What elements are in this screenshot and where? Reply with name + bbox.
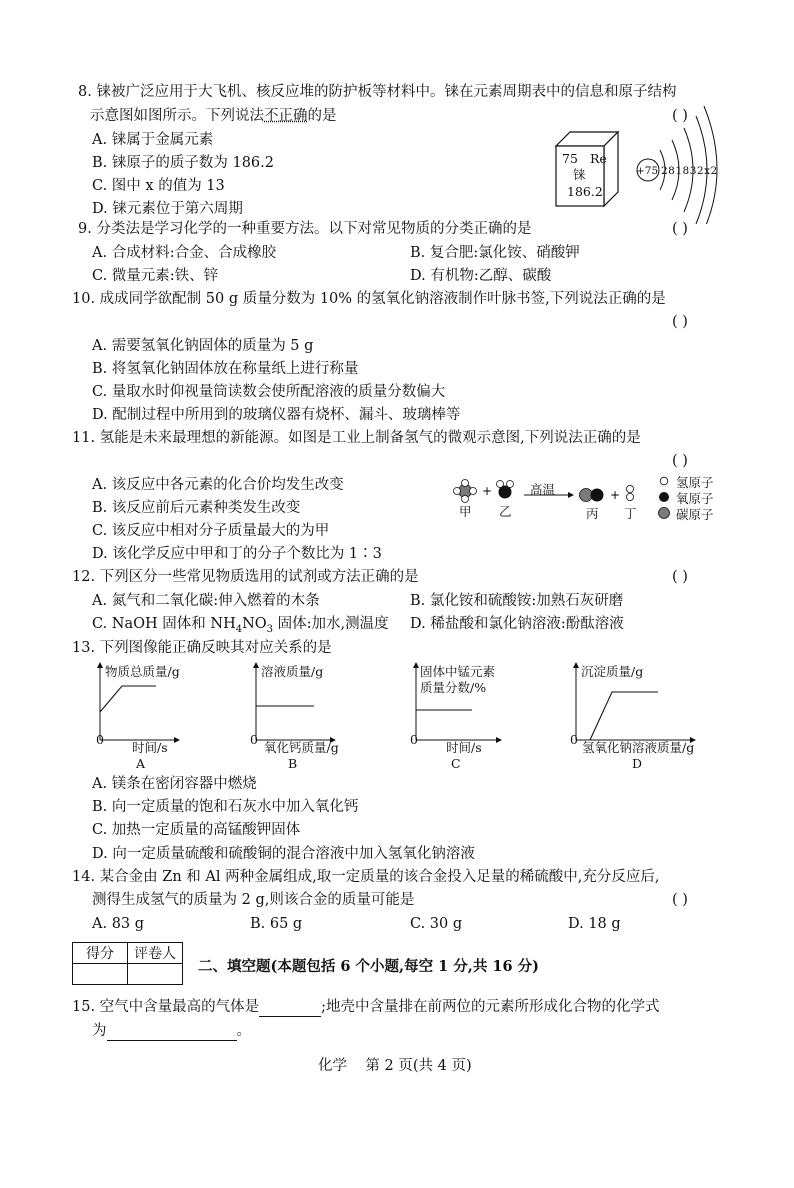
q12-option-d: D. 稀盐酸和氯化钠溶液:酚酞溶液 bbox=[410, 616, 624, 632]
graph-d-letter: D bbox=[632, 756, 643, 771]
q8-stem-post: 的是 bbox=[307, 108, 337, 124]
q9-answer-paren[interactable]: ( ) bbox=[672, 221, 688, 237]
q12-option-a: A. 氮气和二氧化碳:伸入燃着的木条 bbox=[92, 593, 320, 609]
legend-hydrogen: 氢原子 bbox=[676, 475, 714, 490]
molecule-yi bbox=[497, 481, 514, 499]
q9-stem: 9. 分类法是学习化学的一种重要方法。以下对常见物质的分类正确的是 bbox=[78, 221, 532, 237]
q10-option-b: B. 将氢氧化钠固体放在称量纸上进行称量 bbox=[92, 361, 359, 377]
q15-line1 bbox=[72, 998, 660, 1017]
q8-option-a: A. 铼属于金属元素 bbox=[92, 132, 214, 148]
cell-atomic-mass: 186.2 bbox=[567, 184, 603, 199]
grader-cell[interactable] bbox=[128, 964, 183, 985]
graph-b-letter: B bbox=[288, 756, 298, 771]
label-yi: 乙 bbox=[499, 504, 512, 519]
q15-blank-1[interactable] bbox=[259, 998, 321, 1017]
q12-stem: 12. 下列区分一些常见物质选用的试剂或方法正确的是 bbox=[72, 569, 419, 585]
q8-emphasis: 不正确 bbox=[264, 108, 308, 124]
q11-option-d: D. 该化学反应中甲和丁的分子个数比为 1∶3 bbox=[92, 546, 382, 562]
svg-text:+: + bbox=[482, 484, 493, 498]
graph-c-xlabel: 时间/s bbox=[446, 740, 482, 755]
molecule-ding bbox=[626, 485, 633, 500]
q12-c-sub3: 3 bbox=[266, 623, 274, 635]
q13-option-a: A. 镁条在密闭容器中燃烧 bbox=[92, 776, 257, 792]
score-cell[interactable] bbox=[73, 964, 128, 985]
q14-option-a: A. 83 g bbox=[92, 916, 145, 932]
legend-carbon: 碳原子 bbox=[676, 507, 714, 522]
graph-d-curve bbox=[590, 692, 658, 740]
q15-line2-pre: 为 bbox=[92, 1023, 107, 1039]
q12-c-post: 固体:加水,测温度 bbox=[273, 616, 389, 632]
q9-option-b: B. 复合肥:氯化铵、硝酸钾 bbox=[410, 245, 580, 261]
section2-title: 二、填空题(本题包括 6 个小题,每空 1 分,共 16 分) bbox=[198, 958, 539, 975]
q13-stem: 13. 下列图像能正确反映其对应关系的是 bbox=[72, 640, 332, 656]
q12-c-sub4: 4 bbox=[235, 623, 243, 635]
q15-blank-2[interactable] bbox=[107, 1022, 237, 1041]
q9-option-d: D. 有机物:乙醇、碳酸 bbox=[410, 268, 552, 284]
q8-answer-paren[interactable]: ( ) bbox=[672, 108, 688, 124]
q14-option-d: D. 18 g bbox=[568, 916, 621, 932]
cell-symbol: Re bbox=[590, 151, 607, 166]
q12-answer-paren[interactable]: ( ) bbox=[672, 569, 688, 585]
graph-c-letter: C bbox=[451, 756, 461, 771]
label-jia: 甲 bbox=[459, 504, 472, 519]
graph-a-curve bbox=[100, 686, 156, 712]
graph-d-ylabel: 沉淀质量/g bbox=[581, 664, 644, 679]
q9-option-c: C. 微量元素:铁、锌 bbox=[92, 268, 219, 284]
score-label: 得分 bbox=[73, 943, 128, 964]
graph-a-xlabel: 时间/s bbox=[132, 740, 168, 755]
q11-option-c: C. 该反应中相对分子质量最大的为甲 bbox=[92, 523, 330, 539]
q10-stem: 10. 成成同学欲配制 50 g 质量分数为 10% 的氢氧化钠溶液制作叶脉书签,下列说法正确的是 bbox=[72, 291, 666, 307]
graph-b-ylabel: 溶液质量/g bbox=[261, 664, 324, 679]
q8-option-d: D. 铼元素位于第六周期 bbox=[92, 201, 243, 217]
q14-answer-paren[interactable]: ( ) bbox=[672, 892, 688, 908]
graph-c-origin: 0 bbox=[410, 732, 418, 747]
q12-c-mid: NO bbox=[242, 616, 267, 632]
score-table bbox=[72, 942, 183, 985]
q9-option-a: A. 合成材料:合金、合成橡胶 bbox=[92, 245, 277, 261]
q12-option-c bbox=[92, 615, 389, 639]
q10-option-c: C. 量取水时仰视量筒读数会使所配溶液的质量分数偏大 bbox=[92, 384, 446, 400]
graph-b-origin: 0 bbox=[250, 732, 258, 747]
q15-post: ;地壳中含量排在前两位的元素所形成化合物的化学式 bbox=[321, 999, 660, 1015]
q10-option-a: A. 需要氢氧化钠固体的质量为 5 g bbox=[92, 338, 314, 354]
q11-option-a: A. 该反应中各元素的化合价均发生改变 bbox=[92, 477, 344, 493]
q13-option-b: B. 向一定质量的饱和石灰水中加入氧化钙 bbox=[92, 799, 359, 815]
q15-line2 bbox=[92, 1022, 251, 1041]
graph-a-letter: A bbox=[136, 756, 146, 771]
graph-c-ylabel-line1: 固体中锰元素 bbox=[420, 664, 496, 679]
q15-line2-post: 。 bbox=[236, 1023, 251, 1039]
legend-oxygen: 氧原子 bbox=[676, 491, 714, 506]
q12-c-pre: C. NaOH 固体和 NH bbox=[92, 616, 236, 632]
label-ding: 丁 bbox=[624, 506, 637, 521]
cell-atomic-number: 75 bbox=[562, 151, 578, 166]
reaction-condition: 高温 bbox=[530, 482, 556, 497]
q10-option-d: D. 配制过程中所用到的玻璃仪器有烧杯、漏斗、玻璃棒等 bbox=[92, 407, 461, 423]
graph-b-xlabel: 氧化钙质量/g bbox=[264, 740, 339, 755]
grader-label: 评卷人 bbox=[128, 943, 183, 964]
q14-stem-line2: 测得生成氢气的质量为 2 g,则该合金的质量可能是 bbox=[92, 892, 415, 908]
q13-option-c: C. 加热一定质量的高锰酸钾固体 bbox=[92, 822, 301, 838]
atom-nucleus-charge: +75 bbox=[636, 165, 659, 177]
q11-option-b: B. 该反应前后元素种类发生改变 bbox=[92, 500, 301, 516]
hydrogen-marker bbox=[660, 477, 668, 485]
molecule-bing bbox=[580, 489, 604, 502]
q8-option-c: C. 图中 x 的值为 13 bbox=[92, 178, 225, 194]
svg-text:+: + bbox=[610, 488, 621, 502]
q11-answer-paren[interactable]: ( ) bbox=[672, 453, 688, 469]
graph-c-ylabel-line2: 质量分数/% bbox=[420, 680, 487, 695]
q10-answer-paren[interactable]: ( ) bbox=[672, 314, 688, 330]
atom-legend-markers bbox=[656, 474, 672, 524]
q8-option-b: B. 铼原子的质子数为 186.2 bbox=[92, 155, 274, 171]
label-bing: 丙 bbox=[586, 506, 599, 521]
cell-element-name: 铼 bbox=[573, 167, 586, 182]
q8-stem-pre: 示意图如图所示。下列说法 bbox=[90, 108, 264, 124]
q12-option-b: B. 氯化铵和硫酸铵:加熟石灰研磨 bbox=[410, 593, 624, 609]
q13-option-d: D. 向一定质量硫酸和硫酸铜的混合溶液中加入氢氧化钠溶液 bbox=[92, 846, 475, 862]
molecule-jia bbox=[454, 480, 477, 503]
graph-d-origin: 0 bbox=[570, 732, 578, 747]
q8-stem-line2 bbox=[90, 107, 337, 125]
q14-stem-line1: 14. 某合金由 Zn 和 Al 两种金属组成,取一定质量的该合金投入足量的稀硫酸中,充分反应后, bbox=[72, 869, 660, 885]
page-footer: 化学 第 2 页(共 4 页) bbox=[318, 1058, 472, 1074]
q14-option-c: C. 30 g bbox=[410, 916, 463, 932]
q8-stem-line1: 8. 铼被广泛应用于大飞机、核反应堆的防护板等材料中。铼在元素周期表中的信息和原子结构 bbox=[78, 84, 677, 100]
graph-a-origin: 0 bbox=[96, 732, 104, 747]
graph-a-ylabel: 物质总质量/g bbox=[105, 664, 180, 679]
oxygen-marker bbox=[659, 492, 669, 502]
graph-d-xlabel: 氢氧化钠溶液质量/g bbox=[582, 740, 695, 755]
q11-stem: 11. 氢能是未来最理想的新能源。如图是工业上制备氢气的微观示意图,下列说法正确的是 bbox=[72, 430, 641, 446]
carbon-marker bbox=[659, 508, 670, 519]
q14-option-b: B. 65 g bbox=[250, 916, 303, 932]
atom-electron-shells: 281832x2 bbox=[661, 165, 718, 177]
q15-pre: 15. 空气中含量最高的气体是 bbox=[72, 999, 260, 1015]
